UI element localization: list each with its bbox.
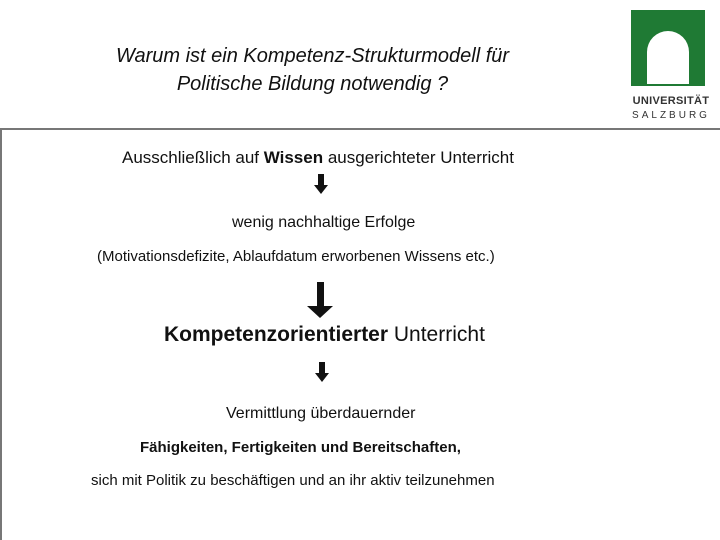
goal-line-1: Vermittlung überdauernder	[226, 405, 416, 422]
logo-word-universitaet: UNIVERSITÄT	[632, 95, 710, 107]
statement1-suffix: ausgerichteter Unterricht	[323, 148, 514, 167]
goal-line-2: Fähigkeiten, Fertigkeiten und Bereitschaften,	[140, 439, 461, 456]
title-line-2: Politische Bildung notwendig ?	[176, 73, 449, 95]
down-arrow-icon	[314, 174, 328, 194]
title-line-1: Warum ist ein Kompetenz-Strukturmodell für	[115, 45, 510, 67]
statement-competence-oriented	[164, 323, 485, 347]
result-detail: (Motivationsdefizite, Ablaufdatum erworbenen Wissens etc.)	[97, 248, 495, 265]
down-arrow-icon	[307, 282, 333, 318]
statement2-emphasis: Kompetenzorientierter	[164, 323, 389, 346]
slide-title	[40, 42, 585, 98]
statement1-emphasis: Wissen	[263, 148, 324, 167]
logo-emblem	[631, 10, 705, 86]
statement1-prefix: Ausschließlich auf	[122, 148, 264, 167]
down-arrow-icon	[315, 362, 329, 382]
logo-word-salzburg: SALZBURG	[632, 110, 710, 121]
result-weak-success: wenig nachhaltige Erfolge	[232, 214, 416, 231]
arch-icon	[633, 12, 703, 84]
content-area	[0, 128, 720, 540]
goal-line-3: sich mit Politik zu beschäftigen und an ihr aktiv teilzunehmen	[91, 472, 495, 489]
university-logo	[628, 8, 714, 128]
statement-knowledge-focused	[122, 148, 514, 168]
statement2-suffix: Unterricht	[388, 323, 485, 346]
